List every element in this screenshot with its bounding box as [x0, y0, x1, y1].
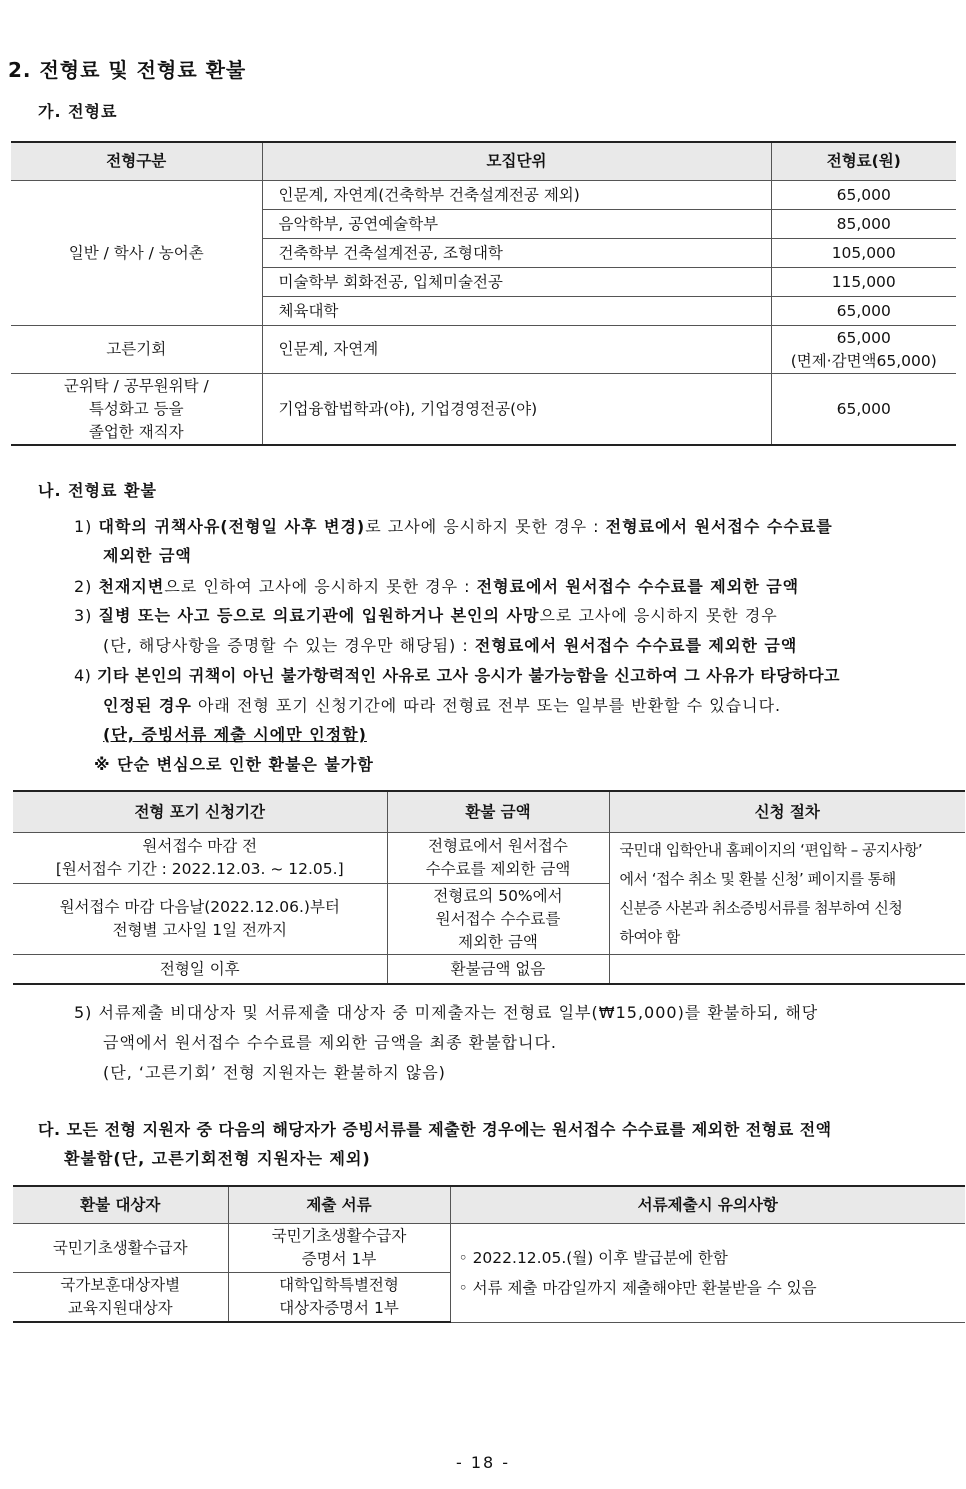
page-number: - 18 -	[455, 1453, 511, 1472]
fee-header-unit: 모집단위	[262, 142, 771, 181]
target-line: 국가보훈대상자별	[60, 1276, 181, 1294]
doc-notes	[450, 1224, 965, 1323]
refund-item-4-cont	[103, 691, 781, 720]
fee-unit: 미술학부 회화전공, 입체미술전공	[262, 268, 771, 297]
section-title: 2. 전형료 및 전형료 환불	[8, 58, 247, 82]
plain-text: (단, 해당사항을 증명할 수 있는 경우만 해당됨) :	[103, 636, 475, 655]
refund-item-5-note: (단, ‘고른기회’ 전형 지원자는 환불하지 않음)	[103, 1063, 446, 1082]
fee-amount: 65,000	[771, 297, 956, 326]
refund-table	[13, 790, 965, 985]
fee-table	[11, 141, 956, 446]
table-row	[11, 374, 956, 446]
item-number: 1)	[74, 517, 93, 536]
table-row	[13, 955, 965, 985]
fee-unit: 기업융합법학과(야), 기업경영전공(야)	[262, 374, 771, 446]
note-line: ◦ 2022.12.05.(월) 이후 발급분에 한함	[458, 1248, 728, 1267]
refund-item-3-cont	[103, 631, 797, 660]
doc-line: 국민기초생활수급자	[271, 1227, 407, 1245]
refund-procedure-empty	[609, 955, 965, 985]
fee-amount: 115,000	[771, 268, 956, 297]
subsection-fee: 가. 전형료	[38, 102, 118, 121]
doc-line: 증명서 1부	[301, 1250, 377, 1268]
subsection-refund: 나. 전형료 환불	[38, 481, 157, 500]
refund-procedure	[609, 833, 965, 955]
subsection-full-refund-cont: 환불함(단, 고른기회전형 지원자는 제외)	[64, 1149, 371, 1168]
fee-amount-equal	[771, 326, 956, 374]
doc-target: 국민기초생활수급자	[13, 1224, 228, 1273]
refund-amount: 환불금액 없음	[387, 955, 609, 985]
fee-header-category: 전형구분	[11, 142, 262, 181]
doc-header-docs: 제출 서류	[228, 1186, 450, 1224]
fee-amount: 65,000	[771, 181, 956, 210]
refund-item-1	[74, 512, 833, 541]
fee-category-general: 일반 / 학사 / 농어촌	[11, 181, 262, 326]
category-line: 졸업한 재직자	[88, 422, 184, 441]
doc-target	[13, 1273, 228, 1323]
doc-required	[228, 1224, 450, 1273]
fee-amount: 65,000	[771, 374, 956, 446]
refund-period	[13, 833, 387, 884]
category-line: 특성화고 등을	[88, 399, 184, 418]
bold-text: 전형료에서 원서접수 수수료를 제외한 금액	[474, 636, 798, 655]
doc-required	[228, 1273, 450, 1323]
fee-header-fee: 전형료(원)	[771, 142, 956, 181]
bold-text: 천재지변	[98, 577, 165, 596]
refund-item-3	[74, 601, 778, 630]
refund-item-1-cont: 제외한 금액	[103, 546, 192, 565]
table-row	[13, 833, 965, 884]
refund-no-change-note: ※ 단순 변심으로 인한 환불은 불가함	[94, 755, 374, 774]
amount-line: 제외한 금액	[458, 932, 538, 951]
procedure-line: 국민대 입학안내 홈페이지의 ‘편입학 – 공지사항’	[619, 840, 923, 859]
bold-text: 기타 본인의 귀책이 아닌 불가항력적인 사유로 고사 응시가 불가능함을 신고하여 그 사유가 타당하다고	[97, 666, 841, 685]
refund-item-4	[74, 661, 840, 690]
fee-unit: 인문계, 자연계	[262, 326, 771, 374]
category-line: 군위탁 / 공무원위탁 /	[63, 376, 209, 395]
doc-line: 대상자증명서 1부	[279, 1299, 399, 1317]
procedure-line: 하여야 함	[619, 927, 680, 946]
period-line: 원서접수 마감 다음날(2022.12.06.)부터	[59, 898, 340, 916]
doc-header-notes: 서류제출시 유의사항	[450, 1186, 965, 1224]
note-line: ◦ 서류 제출 마감일까지 제출해야만 환불받을 수 있음	[458, 1278, 817, 1297]
amount-line: 원서접수 수수료를	[435, 909, 561, 928]
fee-unit: 체육대학	[262, 297, 771, 326]
refund-item-5	[74, 998, 818, 1027]
bold-text: 전형료에서 원서접수 수수료를	[605, 517, 833, 536]
amount-line: 수수료를 제외한 금액	[425, 860, 571, 878]
refund-header-amount: 환불 금액	[387, 791, 609, 833]
refund-period: 전형일 이후	[13, 955, 387, 985]
amount-line: 전형료의 50%에서	[433, 886, 563, 905]
plain-text: 아래 전형 포기 신청기간에 따라 전형료 전부 또는 일부를 반환할 수 있습니다.	[191, 696, 782, 715]
fee-amount: 105,000	[771, 239, 956, 268]
refund-amount	[387, 833, 609, 884]
item-number: 5)	[74, 1003, 93, 1022]
plain-text: 으로 고사에 응시하지 못한 경우	[539, 606, 778, 625]
fee-unit: 인문계, 자연계(건축학부 건축설계전공 제외)	[262, 181, 771, 210]
refund-item-2	[74, 572, 799, 601]
bold-text: 질병 또는 사고 등으로 의료기관에 입원하거나 본인의 사망	[98, 606, 540, 625]
procedure-line: 에서 ‘접수 취소 및 환불 신청’ 페이지를 통해	[619, 869, 896, 888]
doc-header-target: 환불 대상자	[13, 1186, 228, 1224]
plain-text: 서류제출 비대상자 및 서류제출 대상자 중 미제출자는 전형료 일부(₩15,000)를 환불하되, 해당	[98, 1003, 819, 1022]
plain-text: 로 고사에 응시하지 못한 경우 :	[365, 517, 606, 536]
item-number: 3)	[74, 606, 93, 625]
item-number: 4)	[74, 666, 92, 685]
refund-header-period: 전형 포기 신청기간	[13, 791, 387, 833]
refund-amount	[387, 884, 609, 955]
bold-text: 대학의 귀책사유(전형일 사후 변경)	[98, 517, 366, 536]
fee-category-equal: 고른기회	[11, 326, 262, 374]
doc-line: 대학입학특별전형	[279, 1276, 399, 1294]
table-row	[11, 326, 956, 374]
fee-unit: 건축학부 건축설계전공, 조형대학	[262, 239, 771, 268]
fee-unit: 음악학부, 공연예술학부	[262, 210, 771, 239]
refund-period	[13, 884, 387, 955]
amount-line: 전형료에서 원서접수	[428, 837, 568, 855]
target-line: 교육지원대상자	[67, 1299, 173, 1317]
fee-category-worker	[11, 374, 262, 446]
period-line: 전형별 고사일 1일 전까지	[112, 921, 287, 939]
item-number: 2)	[74, 577, 93, 596]
fee-amount: 85,000	[771, 210, 956, 239]
procedure-line: 신분증 사본과 취소증빙서류를 첨부하여 신청	[619, 898, 903, 917]
subsection-full-refund: 다. 모든 전형 지원자 중 다음의 해당자가 증빙서류를 제출한 경우에는 원서접수 수수료를 제외한 전형료 전액	[38, 1120, 832, 1139]
bold-text: 인정된 경우	[103, 696, 192, 715]
period-line: 원서접수 마감 전	[142, 837, 258, 855]
table-row	[11, 181, 956, 210]
fee-amount: 65,000	[836, 328, 891, 347]
plain-text: 으로 인하여 고사에 응시하지 못한 경우 :	[164, 577, 477, 596]
refund-proof-note: (단, 증빙서류 제출 시에만 인정함)	[103, 725, 367, 744]
document-table	[13, 1185, 965, 1323]
period-line: [원서접수 기간 : 2022.12.03. ~ 12.05.]	[55, 860, 344, 878]
bold-text: 전형료에서 원서접수 수수료를 제외한 금액	[476, 577, 800, 596]
refund-item-5-cont: 금액에서 원서접수 수수료를 제외한 금액을 최종 환불합니다.	[103, 1033, 558, 1052]
refund-header-procedure: 신청 절차	[609, 791, 965, 833]
table-row	[13, 1224, 965, 1273]
fee-exemption-note: (면제·감면액65,000)	[790, 351, 937, 370]
